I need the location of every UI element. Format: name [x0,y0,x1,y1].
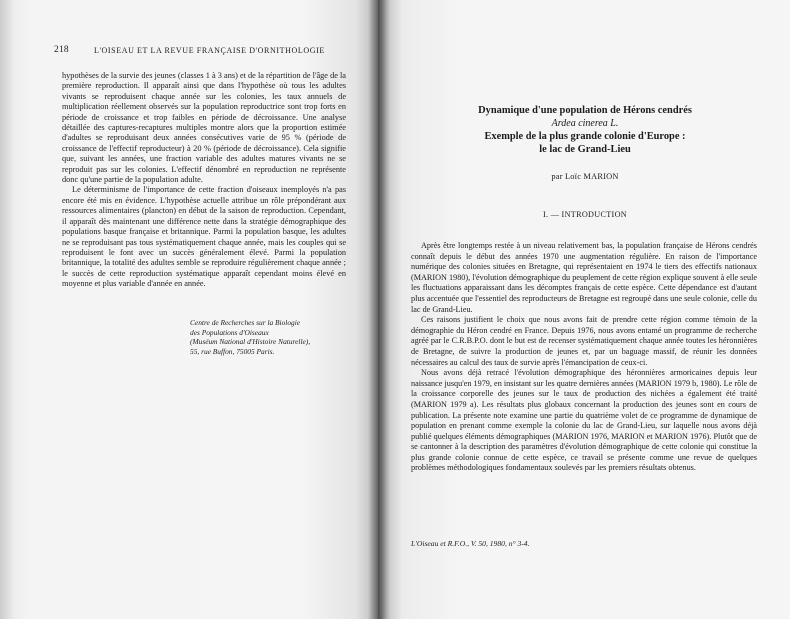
journal-citation: L'Oiseau et R.F.O., V. 50, 1980, n° 3-4. [411,539,530,548]
author-affiliation [190,318,352,356]
right-text-column [411,241,757,474]
left-text-column [62,71,346,290]
journal-running-title: L'OISEAU ET LA REVUE FRANÇAISE D'ORNITHOLOGIE [94,46,325,55]
intro-paragraph: Ces raisons justifient le choix que nous avons fait de prendre cette région comme témoin de la démographie du Héron cendré en France. Depuis 1976, nous avons entamé un programme de recherche agréé par le C.R.B.P.O. dont le but est de recenser systématiquement chaque année toutes les héronnières de Bretagne, de suivre la production de jeunes et, par un baguage massif, de réunir les données nécessaires au calcul des taux de survie après l'émancipation de ceux-ci. [411,315,757,367]
title-line: le lac de Grand-Lieu [539,144,631,155]
section-heading: I. — INTRODUCTION [542,210,627,219]
left-paragraph: Le déterminisme de l'importance de cette fraction d'oiseaux inemployés n'a pas encore été mis en évidence. L'hypothèse actuelle attribue un rôle prépondérant aux ressources alimentaires (plancton) en début de la saison de reproduction. Cependant, il apparaît dès maintenant une différence nette dans la stratégie démographique des populations basque française et britannique. Parmi la population basque, les adultes ne se reproduisant pas tous systématiquement chaque année, mais les couples qui se reproduisent le font avec un succès généralement élevé. Parmi la population britannique, la totalité des adultes semble se reproduire régulièrement chaque année ; le succès de cette reproduction systématique apparaît cependant moins élevé en moyenne et plus variable d'année en année. [62,185,346,289]
title-line: Exemple de la plus grande colonie d'Europe : [484,131,686,142]
intro-paragraph: Après être longtemps restée à un niveau relativement bas, la population française de Hérons cendrés connaît depuis le début des années 1970 une augmentation régulière. En raison de l'importance numérique des colonies situées en Bretagne, qui représentaient en 1974 le tiers des effectifs nationaux (MARION 1980), l'évolution démographique du peuplement de cette région explique souvent à elle seule les fluctuations apparaissant dans les décomptes français de cette espèce. Cette dépendance est d'autant plus accentuée que l'essentiel des reproducteurs de Bretagne est regroupé dans une seule colonie, celle du lac de Grand-Lieu. [411,241,757,314]
intro-paragraph: Nous avons déjà retracé l'évolution démographique des héronnières armoricaines depuis leur naissance jusqu'en 1979, en insistant sur les quatre dernières années (MARION 1979 b, 1980). Le rôle de la croissance corporelle des jeunes sur le taux de production des nichées a également été traité (MARION 1979 a). Les résultats plus globaux concernant la production des jeunes sont en cours de publication. La présente note examine une partie du quatrième volet de ce programme de dynamique de population en prenant comme exemple la colonie du lac de Grand-Lieu, sur laquelle nous avons déjà publié quelques éléments démographiques (MARION 1976, MARION et MARION 1976). Plutôt que de se cantonner à la description des paramètres d'évolution démographique de cette colonie qui constitue la plus grande colonie connue de cette espèce, ce travail se présente comme une revue de quelques problèmes méthodologiques fondamentaux soulevés par les premiers résultats obtenus. [411,368,757,473]
title-species: Ardea cinerea L. [551,118,619,129]
running-head [54,45,350,55]
book-gutter-shadow [368,0,390,619]
title-line: Dynamique d'une population de Hérons cendrés [478,105,692,116]
left-paragraph: hypothèses de la survie des jeunes (classes 1 à 3 ans) et de la répartition de l'âge de la première reproduction. Il apparaît ainsi que dans l'hypothèse où tous les adultes vivants se reproduisent chaque année sur les colonies, les taux annuels de multiplication réellement observés sur la population reproductrice sont trop forts en période de croissance et trop faibles en période de décroissance. Une analyse détaillée des captures-recaptures multiples montre alors que la proportion estimée d'adultes se reproduisant deux années consécutives varie de 95 % (période de croissance de l'effectif reproducteur) à 20 % (période de décroissance). Cela signifie que, suivant les années, une fraction variable des adultes matures vivants ne se reproduit pas sur les colonies. L'effectif dénombré en reproduction ne représente donc qu'une partie de la population adulte. [62,71,346,185]
page-edge-shadow [0,0,14,619]
affiliation-line: Centre de Recherches sur la Biologie [190,318,301,327]
affiliation-line: (Muséum National d'Histoire Naturelle), [190,337,311,347]
affiliation-line: des Populations d'Oiseaux [190,327,269,337]
page-number: 218 [54,45,69,55]
affiliation-line: 55, rue Buffon, 75005 Paris. [190,346,275,356]
article-author: par Loïc MARION [551,172,619,181]
article-title [420,104,750,156]
